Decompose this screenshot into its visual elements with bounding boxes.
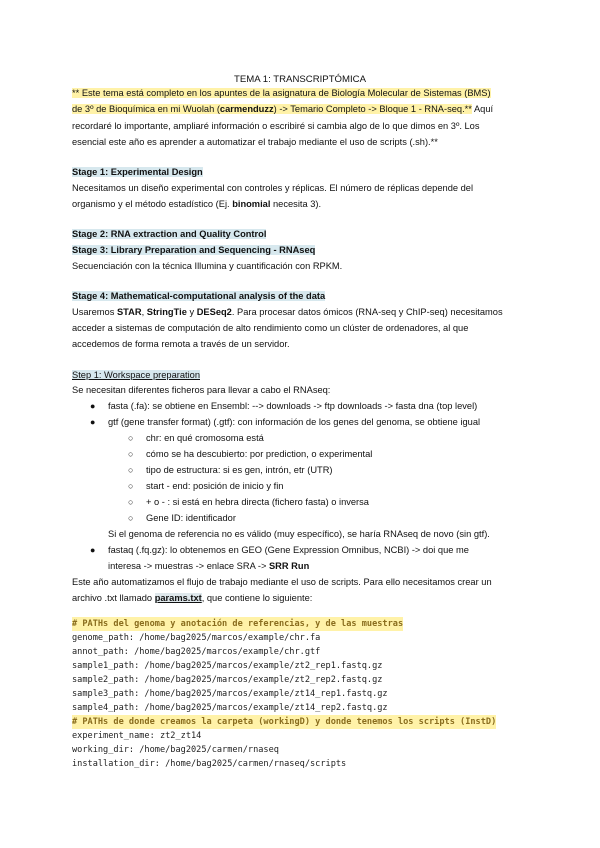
step1-para-2: archivo .txt llamado params.txt, que contiene lo siguiente:: [72, 593, 313, 603]
code-line: sample3_path: /home/bag2025/marcos/example/zt14_rep1.fastq.gz: [72, 689, 388, 699]
step1-heading: Step 1: Workspace preparation: [72, 370, 200, 380]
code-line: working_dir: /home/bag2025/carmen/rnaseq: [72, 745, 279, 755]
code-line: sample4_path: /home/bag2025/marcos/example/zt14_rep2.fastq.gz: [72, 703, 388, 713]
intro-line-3: recordaré lo importante, ampliaré información o escribiré si cambia algo de lo que dimos en 3º. Los: [72, 121, 480, 131]
gtf-note: Si el genoma de referencia no es válido (muy específico), se haría RNAseq de novo (sin gtf).: [108, 529, 490, 539]
stage3-heading: Stage 3: Library Preparation and Sequencing - RNAseq: [72, 245, 316, 255]
intro-line-2: de 3º de Bioquímica en mi Wuolah (carmenduzz) -> Temario Completo -> Bloque 1 - RNA-seq.** Aquí: [72, 104, 494, 114]
code-line: annot_path: /home/bag2025/marcos/example/chr.gtf: [72, 647, 321, 657]
code-line: sample1_path: /home/bag2025/marcos/example/zt2_rep1.fastq.gz: [72, 661, 383, 671]
page-title: TEMA 1: TRANSCRIPTÓMICA: [233, 74, 367, 85]
intro-line-4: esencial este año es aprender a automatizar el trabajo mediante el uso de scripts (.sh).**: [72, 137, 438, 147]
stage4-line-3: accedemos de forma remota a través de un servidor.: [72, 339, 290, 349]
bullet-fastq-cont: interesa -> muestras -> enlace SRA -> SRR Run: [108, 561, 310, 571]
stage4-line-1: Usaremos STAR, StringTie y DESeq2. Para procesar datos ómicos (RNA-seq y ChIP-seq) necesitamos: [72, 307, 503, 317]
intro-line-1: ** Este tema está completo en los apuntes de la asignatura de Biología Molecular de Sistemas (BMS): [72, 88, 491, 98]
bullet-fastq: fastaq (.fq.gz): lo obtenemos en GEO (Gene Expression Omnibus, NCBI) -> doi que me: [108, 545, 469, 555]
code-comment: # PATHs del genoma y anotación de referencias, y de las muestras: [72, 619, 404, 629]
gtf-sub-item: cómo se ha descubierto: por prediction, o experimental: [146, 449, 373, 459]
bullet-fasta: fasta (.fa): se obtiene en Ensembl: --> downloads -> ftp downloads -> fasta dna (top level): [108, 401, 478, 411]
circle-bullet-icon: ○: [128, 449, 134, 459]
circle-bullet-icon: ○: [128, 481, 134, 491]
stage2-heading: Stage 2: RNA extraction and Quality Control: [72, 229, 267, 239]
circle-bullet-icon: ○: [128, 465, 134, 475]
gtf-sub-item: start - end: posición de inicio y fin: [146, 481, 284, 491]
gtf-sub-item: tipo de estructura: si es gen, intrón, etr (UTR): [146, 465, 333, 475]
stage3-line-1: Secuenciación con la técnica Illumina y cuantificación con RPKM.: [72, 261, 343, 271]
bullet-dot-icon: ●: [90, 401, 96, 411]
code-line: installation_dir: /home/bag2025/carmen/rnaseq/scripts: [72, 759, 347, 769]
code-comment: # PATHs de donde creamos la carpeta (workingD) y donde tenemos los scripts (InstD): [72, 717, 497, 727]
stage1-heading: Stage 1: Experimental Design: [72, 167, 203, 177]
circle-bullet-icon: ○: [128, 433, 134, 443]
gtf-sub-item: chr: en qué cromosoma está: [146, 433, 264, 443]
stage1-line-2: organismo y el método estadístico (Ej. binomial necesita 3).: [72, 199, 322, 209]
step1-para-1: Este año automatizamos el flujo de trabajo mediante el uso de scripts. Para ello necesitamos crear un: [72, 577, 492, 587]
stage1-line-1: Necesitamos un diseño experimental con controles y réplicas. El número de réplicas depende del: [72, 183, 474, 193]
stage4-line-2: acceder a sistemas de computación de alto rendimiento como un clúster de ordenadores, al que: [72, 323, 469, 333]
circle-bullet-icon: ○: [128, 513, 134, 523]
step1-intro: Se necesitan diferentes ficheros para llevar a cabo el RNAseq:: [72, 385, 331, 395]
bullet-gtf: gtf (gene transfer format) (.gtf): con información de los genes del genoma, se obtiene igual: [108, 417, 481, 427]
bullet-dot-icon: ●: [90, 417, 96, 427]
code-line: sample2_path: /home/bag2025/marcos/example/zt2_rep2.fastq.gz: [72, 675, 383, 685]
stage4-heading: Stage 4: Mathematical-computational analysis of the data: [72, 291, 326, 301]
circle-bullet-icon: ○: [128, 497, 134, 507]
bullet-dot-icon: ●: [90, 545, 96, 555]
code-line: genome_path: /home/bag2025/marcos/example/chr.fa: [72, 633, 321, 643]
gtf-sub-item: Gene ID: identificador: [146, 513, 236, 523]
code-line: experiment_name: zt2_zt14: [72, 731, 202, 741]
gtf-sub-item: + o - : si está en hebra directa (fichero fasta) o inversa: [146, 497, 369, 507]
